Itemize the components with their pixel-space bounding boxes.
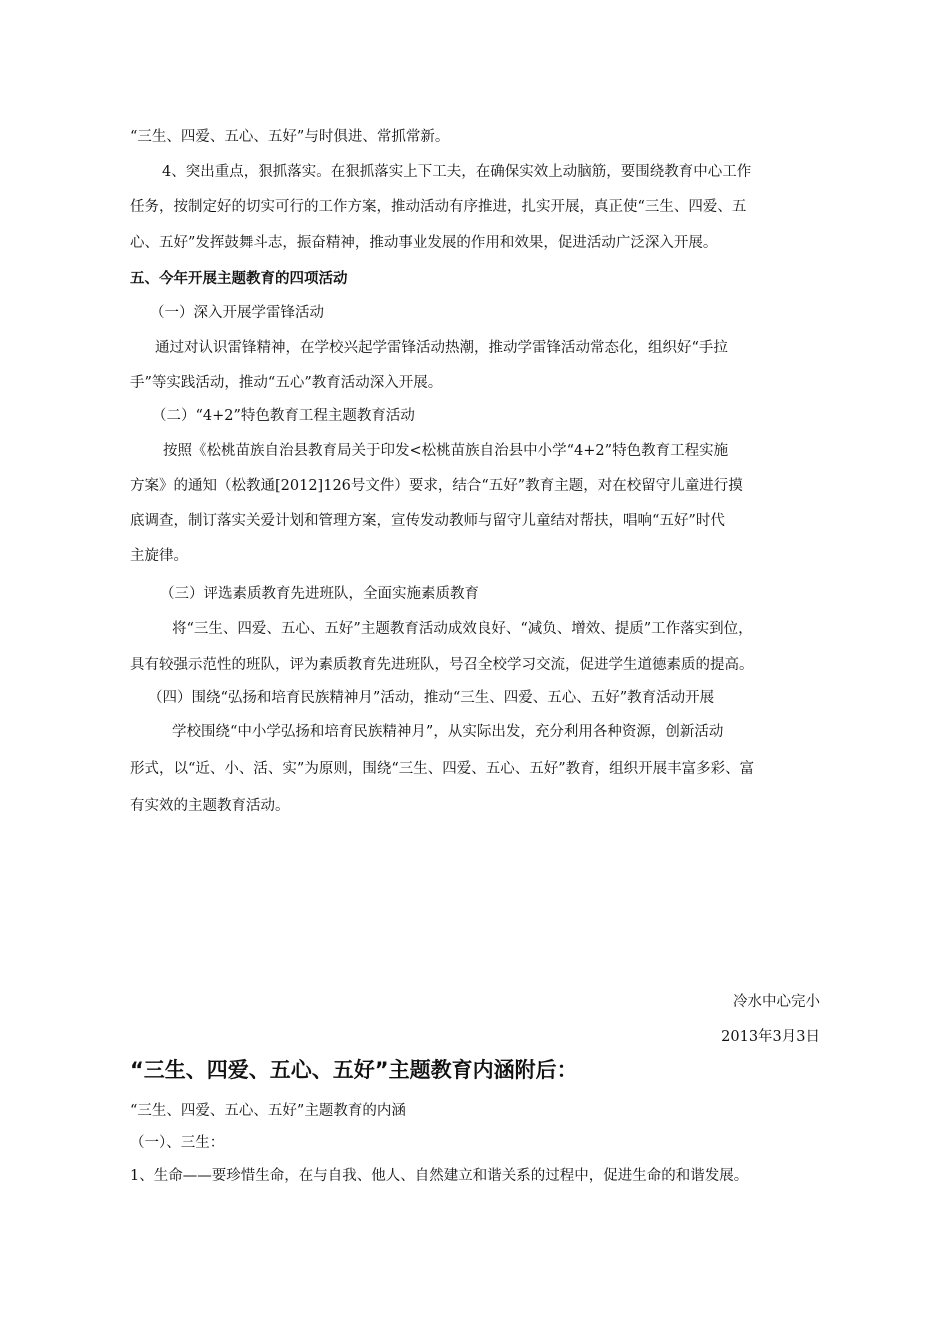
- signature: 冷水中心完小: [733, 994, 820, 1010]
- appendix-line: 1、生命——要珍惜生命，在与自我、他人、自然建立和谐关系的过程中，促进生命的和谐发展。: [130, 1168, 749, 1184]
- paragraph-line: 按照《松桃苗族自治县教育局关于印发<松桃苗族自治县中小学“4+2”特色教育工程实施: [163, 443, 729, 459]
- subsection-heading: （一）深入开展学雷锋活动: [150, 305, 324, 321]
- subsection-heading: （二）“4+2”特色教育工程主题教育活动: [152, 408, 415, 424]
- paragraph-line: 任务，按制定好的切实可行的工作方案，推动活动有序推进，扎实开展，真正使“三生、四爱、五: [130, 199, 747, 215]
- paragraph-line: 具有较强示范性的班队，评为素质教育先进班队，号召全校学习交流，促进学生道德素质的提高。: [130, 657, 754, 673]
- paragraph-line: 通过对认识雷锋精神，在学校兴起学雷锋活动热潮，推动学雷锋活动常态化，组织好“手拉: [155, 340, 728, 356]
- paragraph-line: 形式，以“近、小、活、实”为原则，围绕“三生、四爱、五心、五好”教育，组织开展丰富多彩、富: [130, 761, 755, 777]
- appendix-line: （一）、三生：: [130, 1135, 225, 1151]
- subsection-heading: （四）围绕“弘扬和培育民族精神月”活动，推动“三生、四爱、五心、五好”教育活动开展: [148, 690, 715, 706]
- paragraph-line: 方案》的通知（松教通[2012]126号文件）要求，结合“五好”教育主题，对在校留守儿童进行摸: [130, 478, 743, 494]
- paragraph-line: “三生、四爱、五心、五好”与时俱进、常抓常新。: [130, 129, 450, 145]
- appendix-title: “三生、四爱、五心、五好”主题教育内涵附后：: [130, 1058, 578, 1082]
- paragraph-line: 4、突出重点，狠抓落实。在狠抓落实上下工夫，在确保实效上动脑筋，要围绕教育中心工作: [162, 164, 752, 180]
- paragraph-line: 手”等实践活动，推动“五心”教育活动深入开展。: [130, 375, 443, 391]
- section-heading: 五、今年开展主题教育的四项活动: [130, 270, 348, 287]
- paragraph-line: 主旋律。: [130, 548, 188, 564]
- document-date: 2013年3月3日: [721, 1029, 820, 1045]
- paragraph-line: 底调查，制订落实关爱计划和管理方案，宣传发动教师与留守儿童结对帮扶，唱响“五好”时代: [130, 513, 725, 529]
- appendix-line: “三生、四爱、五心、五好”主题教育的内涵: [130, 1103, 406, 1119]
- paragraph-line: 有实效的主题教育活动。: [130, 798, 290, 814]
- paragraph-line: 心、五好”发挥鼓舞斗志，振奋精神，推动事业发展的作用和效果，促进活动广泛深入开展。: [130, 235, 718, 251]
- subsection-heading: （三）评选素质教育先进班队，全面实施素质教育: [160, 586, 479, 602]
- paragraph-line: 学校围绕“中小学弘扬和培育民族精神月”，从实际出发，充分利用各种资源，创新活动: [172, 724, 724, 740]
- paragraph-line: 将“三生、四爱、五心、五好”主题教育活动成效良好、“减负、增效、提质”工作落实到位，: [172, 621, 753, 637]
